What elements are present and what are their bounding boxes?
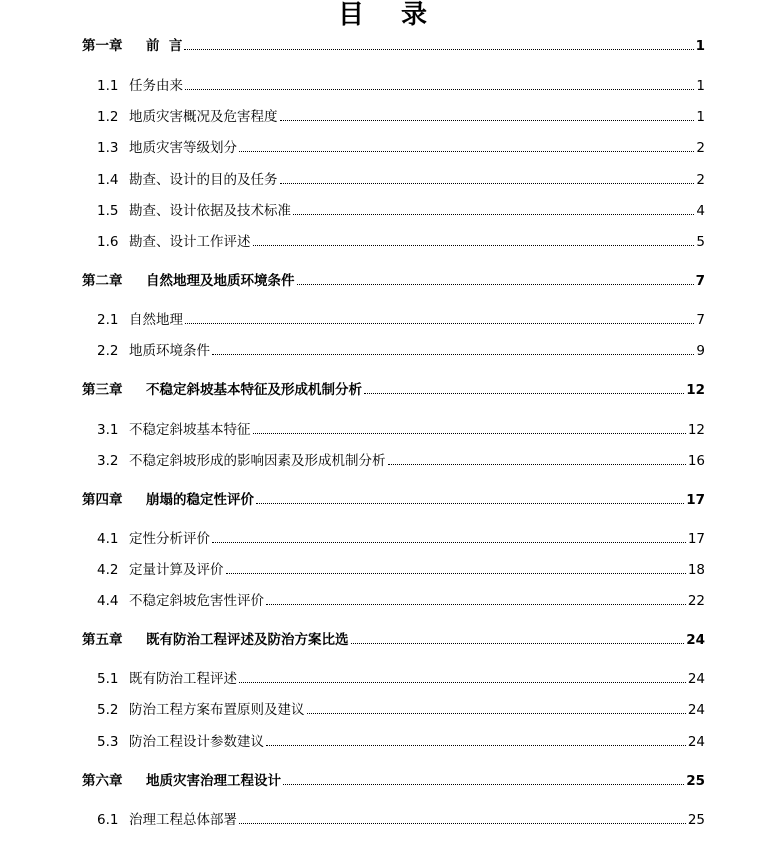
dot-leader <box>266 745 686 746</box>
dot-leader <box>212 542 686 543</box>
toc-section-6-1[interactable] <box>97 808 705 828</box>
toc-chapter-5[interactable] <box>82 628 705 648</box>
dot-leader <box>297 284 694 285</box>
toc-section-3-1[interactable] <box>97 418 705 438</box>
dot-leader <box>283 784 684 785</box>
toc-number: 4.4 <box>97 593 119 609</box>
toc-label: 防治工程方案布置原则及建议 <box>129 702 305 718</box>
toc-label: 前 言 <box>146 38 183 54</box>
toc-label: 自然地理 <box>129 312 183 328</box>
dot-leader <box>351 643 685 644</box>
toc-section-3-2[interactable] <box>97 449 705 469</box>
toc-number: 第六章 <box>82 773 123 789</box>
toc-section-5-3[interactable] <box>97 730 705 750</box>
toc-label: 不稳定斜坡危害性评价 <box>129 593 264 609</box>
toc-number: 1.3 <box>97 140 119 156</box>
toc-number: 1.4 <box>97 172 119 188</box>
dot-leader <box>293 214 694 215</box>
toc-section-1-2[interactable] <box>97 105 705 125</box>
toc-number: 1.6 <box>97 234 119 250</box>
dot-leader <box>226 573 686 574</box>
toc-number: 5.2 <box>97 702 119 718</box>
toc-number: 5.3 <box>97 734 119 750</box>
toc-number: 第一章 <box>82 38 123 54</box>
toc-number: 6.1 <box>97 812 119 828</box>
toc-label: 任务由来 <box>129 78 183 94</box>
toc-number: 第二章 <box>82 273 123 289</box>
toc-page-number: 7 <box>696 312 705 328</box>
toc-label: 定性分析评价 <box>129 531 210 547</box>
toc-label: 定量计算及评价 <box>129 562 224 578</box>
dot-leader <box>280 120 695 121</box>
toc-label: 既有防治工程评述及防治方案比选 <box>146 632 349 648</box>
dot-leader <box>239 823 686 824</box>
toc-number: 1.1 <box>97 78 119 94</box>
toc-section-4-1[interactable] <box>97 527 705 547</box>
dot-leader <box>388 464 686 465</box>
toc-page-number: 16 <box>687 453 705 469</box>
toc-number: 第五章 <box>82 632 123 648</box>
toc-number: 2.2 <box>97 343 119 359</box>
toc-page-number: 1 <box>695 38 705 54</box>
toc-section-1-1[interactable] <box>97 74 705 94</box>
toc-chapter-1[interactable] <box>82 34 705 54</box>
toc-section-2-2[interactable] <box>97 339 705 359</box>
toc-section-1-4[interactable] <box>97 168 705 188</box>
toc-page-number: 25 <box>686 773 705 789</box>
toc-page-number: 17 <box>687 531 705 547</box>
toc-page-number: 12 <box>686 382 705 398</box>
toc-page-number: 24 <box>687 734 705 750</box>
toc-page-number: 24 <box>686 632 705 648</box>
dot-leader <box>364 393 684 394</box>
toc-page-number: 24 <box>687 671 705 687</box>
dot-leader <box>212 354 694 355</box>
toc-section-4-2[interactable] <box>97 558 705 578</box>
toc-section-1-6[interactable] <box>97 230 705 250</box>
dot-leader <box>239 682 686 683</box>
dot-leader <box>266 604 686 605</box>
toc-label: 不稳定斜坡形成的影响因素及形成机制分析 <box>129 453 386 469</box>
page-title: 目 录 <box>337 0 442 30</box>
toc-label: 防治工程设计参数建议 <box>129 734 264 750</box>
toc-number: 3.1 <box>97 422 119 438</box>
dot-leader <box>256 503 684 504</box>
toc-label: 治理工程总体部署 <box>129 812 237 828</box>
dot-leader <box>184 49 693 50</box>
toc-number: 1.2 <box>97 109 119 125</box>
toc-number: 1.5 <box>97 203 119 219</box>
dot-leader <box>307 713 686 714</box>
toc-label: 地质灾害等级划分 <box>129 140 237 156</box>
toc-number: 第三章 <box>82 382 123 398</box>
toc-number: 2.1 <box>97 312 119 328</box>
dot-leader <box>253 245 695 246</box>
toc-page-number: 9 <box>696 343 705 359</box>
toc-label: 不稳定斜坡基本特征及形成机制分析 <box>146 382 362 398</box>
toc-section-2-1[interactable] <box>97 308 705 328</box>
toc-chapter-6[interactable] <box>82 769 705 789</box>
toc-section-5-2[interactable] <box>97 698 705 718</box>
dot-leader <box>239 151 694 152</box>
toc-chapter-3[interactable] <box>82 378 705 398</box>
toc-page-number: 2 <box>696 172 705 188</box>
toc-page-number: 4 <box>696 203 705 219</box>
toc-label: 崩塌的稳定性评价 <box>146 492 254 508</box>
toc-label: 地质灾害治理工程设计 <box>146 773 281 789</box>
toc-page-number: 12 <box>687 422 705 438</box>
dot-leader <box>280 183 695 184</box>
toc-page-number: 18 <box>687 562 705 578</box>
toc-number: 4.2 <box>97 562 119 578</box>
toc-label: 勘查、设计的目的及任务 <box>129 172 278 188</box>
toc-page-number: 1 <box>696 109 705 125</box>
toc-label: 勘查、设计依据及技术标准 <box>129 203 291 219</box>
toc-section-5-1[interactable] <box>97 667 705 687</box>
toc-chapter-4[interactable] <box>82 488 705 508</box>
toc-section-1-5[interactable] <box>97 199 705 219</box>
toc-page-number: 17 <box>686 492 705 508</box>
dot-leader <box>185 323 694 324</box>
toc-label: 勘查、设计工作评述 <box>129 234 251 250</box>
toc-section-4-4[interactable] <box>97 589 705 609</box>
toc-page-number: 5 <box>696 234 705 250</box>
dot-leader <box>253 433 686 434</box>
toc-section-1-3[interactable] <box>97 136 705 156</box>
dot-leader <box>185 89 694 90</box>
toc-label: 不稳定斜坡基本特征 <box>129 422 251 438</box>
toc-number: 第四章 <box>82 492 123 508</box>
toc-label: 地质环境条件 <box>129 343 210 359</box>
toc-label: 既有防治工程评述 <box>129 671 237 687</box>
toc-page-number: 24 <box>687 702 705 718</box>
toc-number: 4.1 <box>97 531 119 547</box>
toc-page-number: 7 <box>695 273 705 289</box>
toc-chapter-2[interactable] <box>82 269 705 289</box>
toc-number: 5.1 <box>97 671 119 687</box>
toc-number: 3.2 <box>97 453 119 469</box>
toc-page-number: 1 <box>696 78 705 94</box>
toc-label: 地质灾害概况及危害程度 <box>129 109 278 125</box>
toc-page-number: 25 <box>687 812 705 828</box>
toc-page-number: 2 <box>696 140 705 156</box>
toc-label: 自然地理及地质环境条件 <box>146 273 295 289</box>
toc-page-number: 22 <box>687 593 705 609</box>
